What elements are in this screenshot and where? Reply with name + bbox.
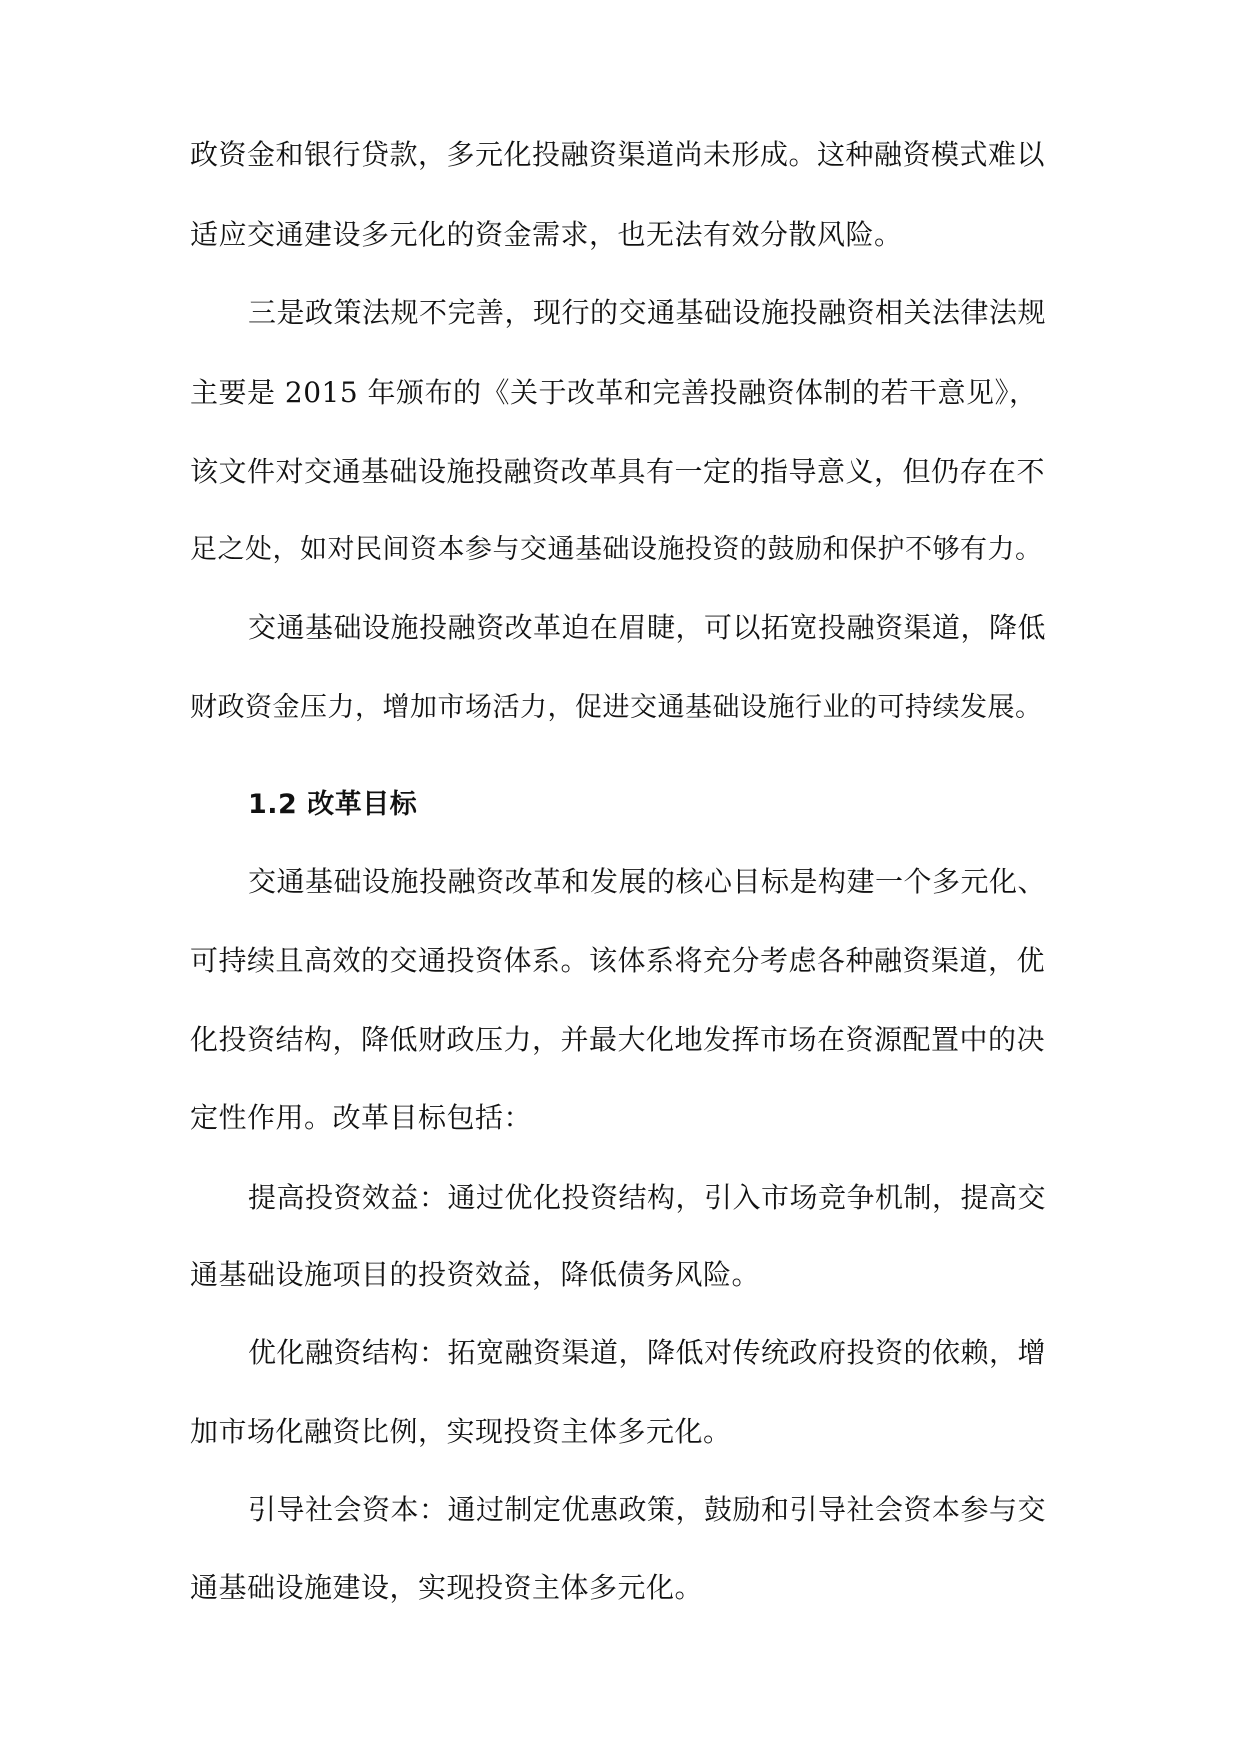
body-text-line: 定性作用。改革目标包括： xyxy=(190,1101,533,1134)
body-text-line: 该文件对交通基础设施投融资改革具有一定的指导意义，但仍存在不 xyxy=(190,455,1046,488)
body-text-line: 足之处，如对民间资本参与交通基础设施投资的鼓励和保护不够有力。 xyxy=(190,534,1043,565)
section-heading: 1.2 改革目标 xyxy=(248,789,418,820)
paragraph-start-line: 提高投资效益：通过优化投资结构，引入市场竞争机制，提高交 xyxy=(248,1181,1047,1214)
paragraph-start-line: 交通基础设施投融资改革和发展的核心目标是构建一个多元化、 xyxy=(248,865,1047,898)
paragraph-start-line: 引导社会资本：通过制定优惠政策，鼓励和引导社会资本参与交 xyxy=(248,1493,1047,1526)
body-text-line: 财政资金压力，增加市场活力，促进交通基础设施行业的可持续发展。 xyxy=(190,692,1043,723)
body-text-line: 主要是 2015 年颁布的《关于改革和完善投融资体制的若干意见》， xyxy=(190,376,1038,409)
body-text-line: 通基础设施建设，实现投资主体多元化。 xyxy=(190,1571,704,1604)
body-text-line: 政资金和银行贷款，多元化投融资渠道尚未形成。这种融资模式难以 xyxy=(190,138,1046,171)
body-text-line: 可持续且高效的交通投资体系。该体系将充分考虑各种融资渠道，优 xyxy=(190,944,1046,977)
paragraph-start-line: 三是政策法规不完善，现行的交通基础设施投融资相关法律法规 xyxy=(248,296,1047,329)
paragraph-start-line: 优化融资结构：拓宽融资渠道，降低对传统政府投资的依赖，增 xyxy=(248,1336,1047,1369)
body-text-line: 化投资结构，降低财政压力，并最大化地发挥市场在资源配置中的决 xyxy=(190,1023,1046,1056)
body-text-line: 加市场化融资比例，实现投资主体多元化。 xyxy=(190,1415,732,1448)
body-text-line: 通基础设施项目的投资效益，降低债务风险。 xyxy=(190,1258,761,1291)
paragraph-start-line: 交通基础设施投融资改革迫在眉睫，可以拓宽投融资渠道，降低 xyxy=(248,611,1047,644)
body-text-line: 适应交通建设多元化的资金需求，也无法有效分散风险。 xyxy=(190,218,903,251)
document-page xyxy=(190,0,1052,1754)
